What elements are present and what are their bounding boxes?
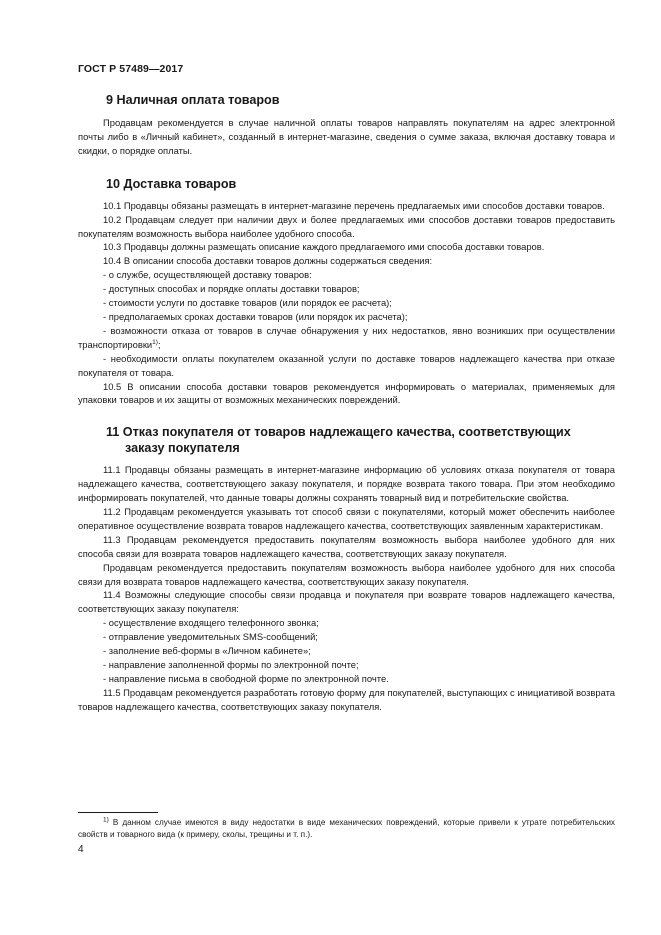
- paragraph: 11.5 Продавцам рекомендуется разработать готовую форму для покупателей, выступающих с инициативой возврата товаров надлежащего качества, соответствующих заказу покупателя.: [78, 686, 615, 712]
- paragraph: Продавцам рекомендуется предоставить покупателям возможность выбора наиболее удобного для них способа связи для возврата товаров надлежащего качества, соответствующих заказу покупателя.: [78, 561, 615, 587]
- list-item: - стоимости услуги по доставке товаров (или порядок ее расчета);: [103, 297, 392, 309]
- paragraph: 11.2 Продавцам рекомендуется указывать тот способ связи с покупателями, который может обеспечить наиболее оперативное осуществление возврата товаров надлежащего качества, соответствующих заявленным характеристикам.: [78, 506, 615, 531]
- footnote-reference: 1): [152, 338, 158, 346]
- paragraph: 10.3 Продавцы должны размещать описание каждого предлагаемого ими способа доставки товаров.: [103, 241, 545, 253]
- paragraph: 10.5 В описании способа доставки товаров рекомендуется информировать о материалах, применяемых для упаковки товаров и их защиты от возможных механических повреждений.: [78, 380, 615, 406]
- section-11-heading-line1: 11 Отказ покупателя от товаров надлежащего качества, соответствующих: [106, 425, 571, 440]
- list-item: - направление заполненной формы по электронной почте;: [103, 659, 359, 670]
- list-item-end: ;: [157, 338, 161, 350]
- document-body: [78, 92, 615, 714]
- paragraph: 10.4 В описании способа доставки товаров должны содержаться сведения:: [103, 255, 433, 267]
- paragraph: 11.4 Возможны следующие способы связи продавца и покупателя при возврате товаров надлежащего качества, соответствующих заказу покупателя:: [78, 589, 615, 615]
- list-item: [78, 324, 615, 352]
- footnote-mark: 1): [103, 816, 109, 824]
- footnote-text: В данном случае имеются в виду недостатки в виде механических повреждений, которые привели к утрате потребительских свойств и товарного вида (к примеру, сколы, трещины и т. п.).: [78, 818, 615, 840]
- list-item: - необходимости оплаты покупателем оказанной услуги по доставке товаров надлежащего качества при отказе покупателя от товара.: [78, 352, 615, 378]
- list-item: - осуществление входящего телефонного звонка;: [103, 617, 319, 629]
- list-item: - доступных способах и порядке оплаты доставки товаров;: [103, 283, 360, 295]
- footnote-separator: [78, 812, 158, 813]
- paragraph: 11.1 Продавцы обязаны размещать в интернет-магазине информацию об условиях отказа покупателя от товара надлежащего качества, соответствующего заказу покупателя, и порядке возврата такого товара. При этом необходимо информировать покупателей, что данные товары должны сохранять товарный вид и потребительские свойства.: [78, 464, 615, 504]
- section-9-heading: 9 Наличная оплата товаров: [106, 93, 280, 107]
- section-11-heading: [78, 424, 615, 456]
- standard-code-header: ГОСТ Р 57489—2017: [78, 63, 184, 75]
- list-item: - заполнение веб-формы в «Личном кабинете»;: [103, 645, 311, 657]
- paragraph: 10.1 Продавцы обязаны размещать в интернет-магазине перечень предлагаемых ими способов доставки товаров.: [103, 199, 605, 211]
- list-item: - направление письма в свободной форме по электронной почте.: [103, 672, 389, 684]
- section-11-heading-line2: заказу покупателя: [125, 441, 240, 456]
- page-number: 4: [78, 844, 84, 855]
- paragraph: 10.2 Продавцам следует при наличии двух и более предлагаемых ими способов доставки товаров предоставить покупателям возможность выбора наиболее удобного способа.: [78, 213, 615, 239]
- footnote: [78, 817, 615, 841]
- paragraph: 11.3 Продавцам рекомендуется предоставить покупателям возможность выбора наиболее удобного для них способа связи для возврата товаров надлежащего качества, соответствующих заказу покупателя.: [78, 533, 615, 559]
- list-item: - о службе, осуществляющей доставку товаров:: [103, 269, 312, 281]
- list-item-text: - возможности отказа от товаров в случае обнаружения у них недостатков, явно возникших при осуществлении транспортировки: [78, 324, 615, 350]
- list-item: - отправление уведомительных SMS-сообщений;: [103, 631, 318, 643]
- list-item: - предполагаемых сроках доставки товаров (или порядок их расчета);: [103, 310, 408, 322]
- paragraph: Продавцам рекомендуется в случае наличной оплаты товаров направлять покупателям на адрес электронной почты либо в «Личный кабинет», созданный в интернет-магазине, сведения о сумме заказа, включая доставку товара и скидки, о порядке оплаты.: [78, 117, 615, 156]
- section-10-heading: 10 Доставка товаров: [106, 176, 237, 191]
